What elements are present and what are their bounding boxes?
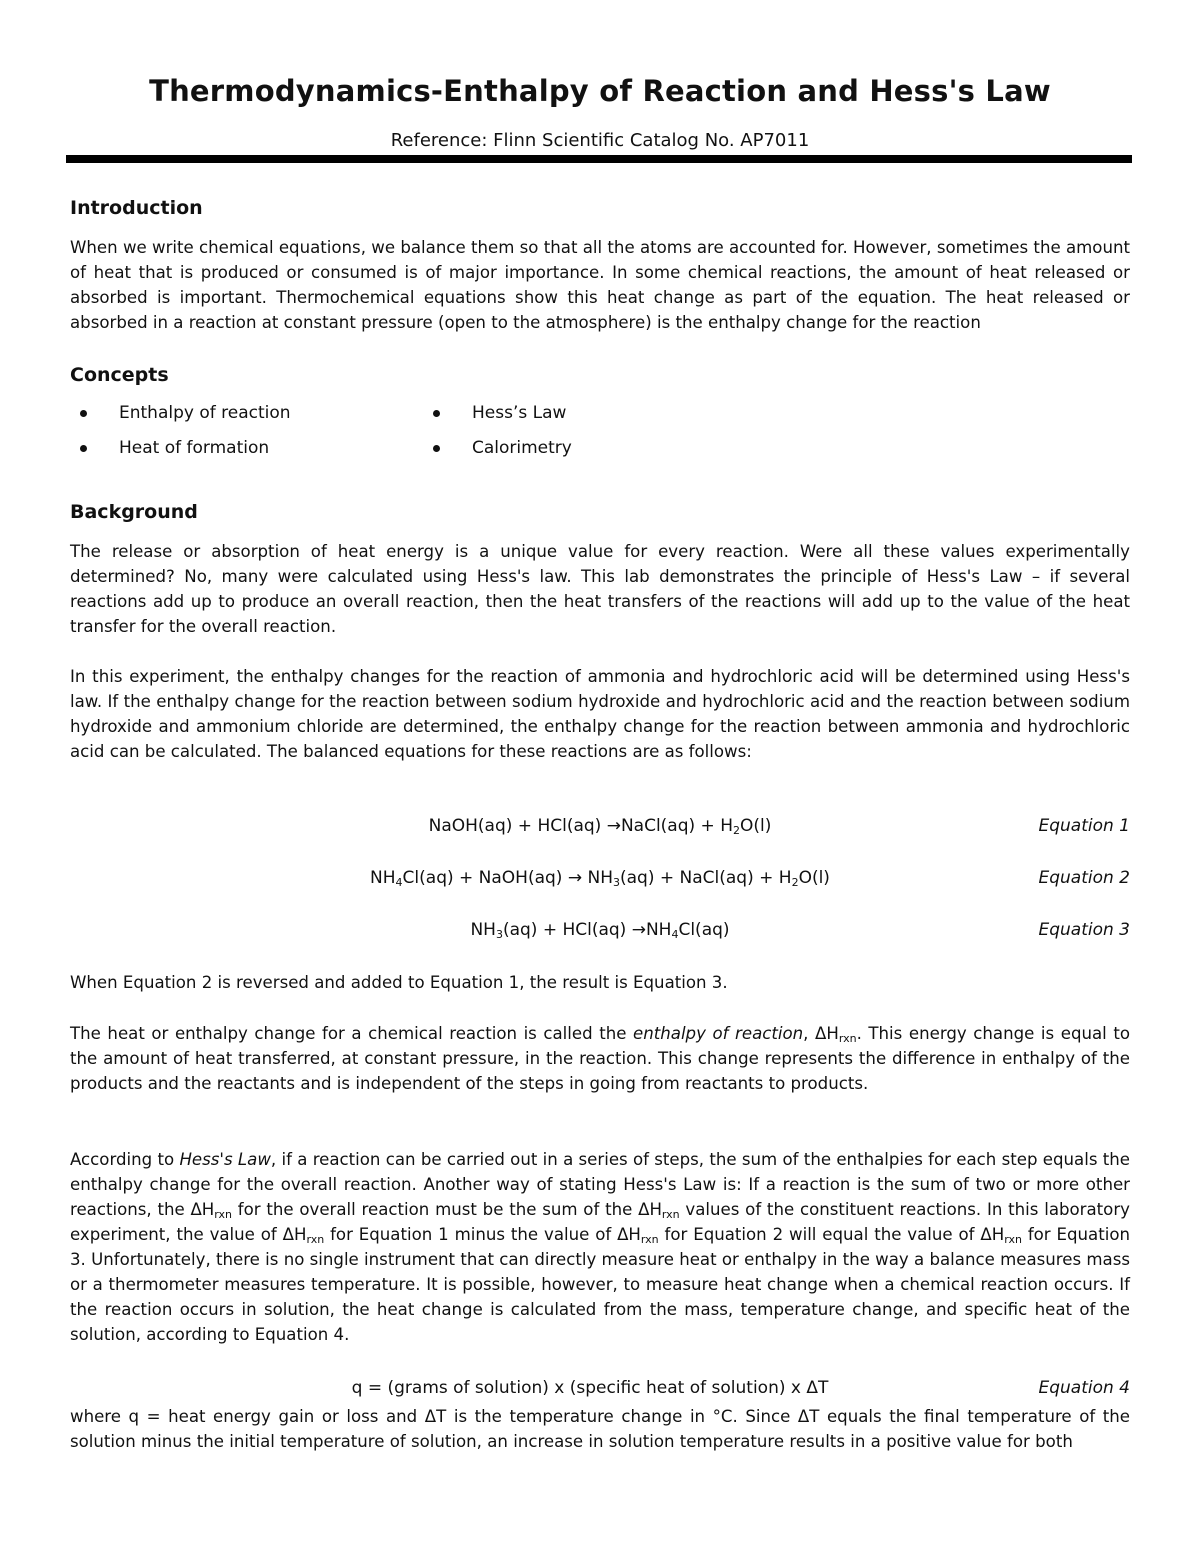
introduction-text: When we write chemical equations, we balance them so that all the atoms are accounted for. However, sometimes the amount of heat that is produced or consumed is of major importance. In some chemical reactions, the amount of heat released or absorbed is important. Thermochemical equations show this heat change as part of the equation. The heat released or absorbed in a reaction at constant pressure (open to the atmosphere) is the enthalpy change for the reaction [70, 238, 1130, 332]
equation-3-label: Equation 3 [1038, 920, 1130, 940]
bullet-icon [80, 410, 87, 417]
page-title: Thermodynamics-Enthalpy of Reaction and Hess's Law [149, 74, 1051, 108]
introduction-heading: Introduction [70, 197, 203, 219]
bullet-icon [433, 445, 440, 452]
equation-1: NaOH(aq) + HCl(aq) →NaCl(aq) + $H_2O(l)$ Equation 1 [428, 816, 1130, 837]
title-divider [66, 155, 1132, 163]
equation-2-label: Equation 2 [1038, 868, 1130, 888]
background-paragraph-1: The release or absorption of heat energy is a unique value for every reaction. Were all these values experimentally determined? No, many were calculated using Hess's law. This lab demonstrates the principle of Hess's Law – if several reactions add up to produce an overall reaction, then the heat transfers of the reactions will add up to the value of the heat transfer for the overall reaction. [70, 542, 1130, 636]
concept-item: Hess’s Law [423, 403, 566, 423]
concept-item: Heat of formation [70, 438, 269, 458]
background-paragraph-3: When Equation 2 is reversed and added to Equation 1, the result is Equation 3. [70, 973, 728, 992]
equation-4: q = (grams of solution) x (specific heat of solution) x ΔT Equation 4 [351, 1378, 1130, 1398]
equation-2: $NH_4Cl(aq)$ + NaOH(aq) → $NH_3(aq)$ + NaCl(aq) + $H_2O(l)$ Equation 2 [370, 868, 1130, 889]
background-heading: Background [70, 501, 198, 523]
background-paragraph-2: In this experiment, the enthalpy changes for the reaction of ammonia and hydrochloric acid will be determined using Hess's law. If the enthalpy change for the reaction between sodium hydroxide and hydrochloric acid and the reaction between sodium hydroxide and ammonium chloride are determined, the enthalpy change for the reaction between ammonia and hydrochloric acid can be calculated. The balanced equations for these reactions are as follows: [70, 667, 1130, 761]
equation-4-label: Equation 4 [1038, 1378, 1130, 1398]
background-paragraph-4: The heat or enthalpy change for a chemical reaction is called the enthalpy of reaction, $\Delta H_{rxn}$. This energy change is equal to the amount of heat transferred, at constant pressure, in the reaction. This change represents the difference in enthalpy of the products and the reactants and is independent of the steps in going from reactants to products. [70, 1024, 1131, 1093]
background-paragraph-6: where q = heat energy gain or loss and ΔT is the temperature change in °C. Since ΔT equals the final temperature of the solution minus the initial temperature of solution, an increase in solution temperature results in a positive value for both [70, 1407, 1130, 1451]
concept-item: Calorimetry [423, 438, 572, 458]
equation-3: $NH_3(aq) + HCl(aq) \to NH_4Cl(aq)$ Equation 3 [470, 920, 1130, 941]
reference-line: Reference: Flinn Scientific Catalog No. AP7011 [390, 130, 810, 151]
background-paragraph-5: According to Hess's Law, if a reaction can be carried out in a series of steps, the sum of the enthalpies for each step equals the enthalpy change for the overall reaction. Another way of stating Hess's Law is: If a reaction is the sum of two or more other reactions, the $\Delta H_{rxn}$ for the overall reaction must be the sum of the $\Delta H_{rxn}$ values of the constituent reactions. In this laboratory experiment, the value of $\Delta H_{rxn}$ for Equation 1 minus the value of $\Delta H_{rxn}$ for Equation 2 will equal the value of $\Delta H_{rxn}$ for Equation 3. Unfortunately, there is no single instrument that can directly measure heat or enthalpy in the way a balance measures mass or a thermometer measures temperature. It is possible, however, to measure heat change when a chemical reaction occurs. If the reaction occurs in solution, the heat change is calculated from the mass, temperature change, and specific heat of the solution, according to Equation 4. [70, 1150, 1130, 1344]
equation-1-label: Equation 1 [1038, 816, 1130, 836]
bullet-icon [80, 445, 87, 452]
concepts-heading: Concepts [70, 364, 169, 386]
bullet-icon [433, 410, 440, 417]
concept-item: Enthalpy of reaction [70, 403, 291, 423]
